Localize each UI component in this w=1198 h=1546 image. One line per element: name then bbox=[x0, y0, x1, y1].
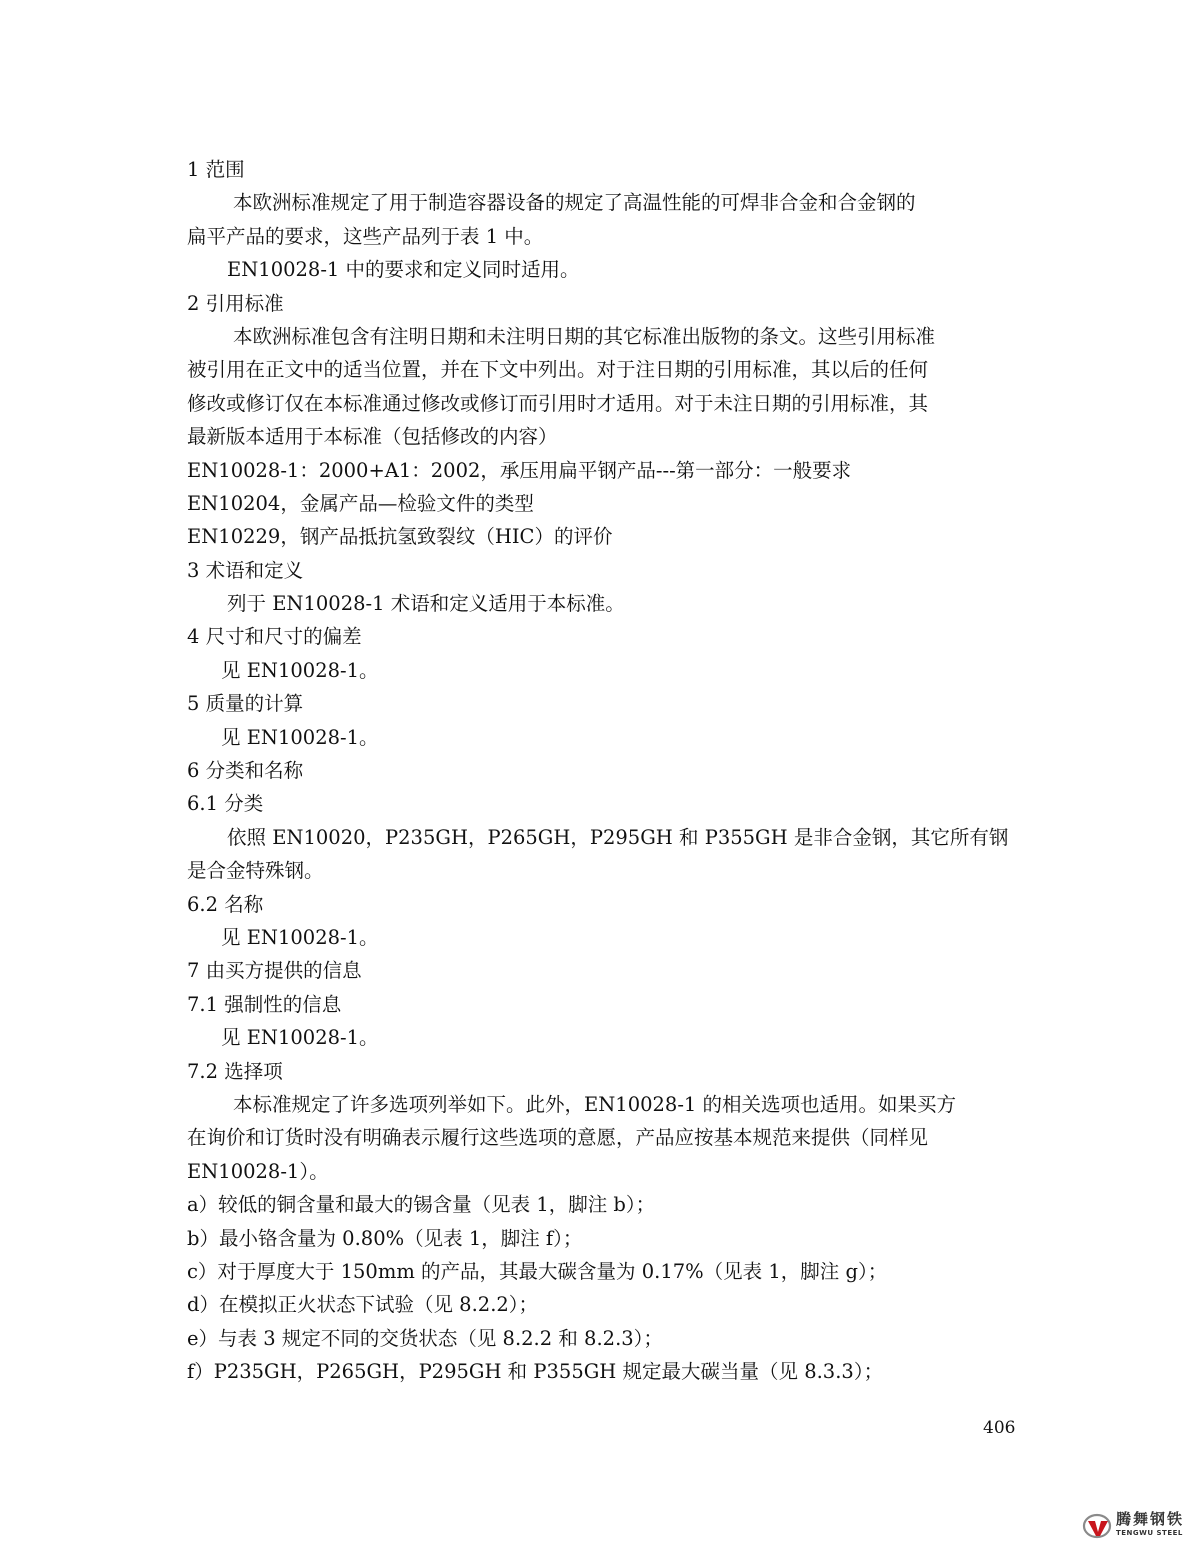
text-line: 见 EN10028-1。 bbox=[221, 725, 379, 749]
page-number: 406 bbox=[983, 1418, 1016, 1438]
text-line: 1 范围 bbox=[187, 158, 245, 181]
text-line: 4 尺寸和尺寸的偏差 bbox=[187, 625, 362, 649]
text-line: 本欧洲标准包含有注明日期和未注明日期的其它标准出版物的条文。这些引用标准 bbox=[233, 324, 936, 348]
text-line: 7 由买方提供的信息 bbox=[187, 959, 362, 983]
text-line: EN10229，钢产品抵抗氢致裂纹（HIC）的评价 bbox=[187, 525, 613, 549]
text-line: 是合金特殊钢。 bbox=[187, 859, 324, 883]
tengwu-logo-icon bbox=[1082, 1512, 1112, 1540]
text-line: 7.1 强制性的信息 bbox=[187, 992, 342, 1016]
text-line: 6.1 分类 bbox=[187, 792, 264, 816]
watermark-name-en: TENGWU STEEL bbox=[1116, 1529, 1183, 1537]
text-line: d）在模拟正火状态下试验（见 8.2.2）； bbox=[187, 1293, 539, 1317]
text-line: 2 引用标准 bbox=[187, 291, 284, 315]
text-line: 见 EN10028-1。 bbox=[221, 658, 379, 682]
text-line: c）对于厚度大于 150mm 的产品，其最大碳含量为 0.17%（见表 1，脚注 g）； bbox=[187, 1259, 888, 1283]
text-line: 最新版本适用于本标准（包括修改的内容） bbox=[187, 425, 558, 449]
watermark-logo bbox=[1082, 1510, 1192, 1542]
text-line: 依照 EN10020，P235GH，P265GH，P295GH 和 P355GH 是非合金钢，其它所有钢 bbox=[227, 825, 1009, 849]
text-line: EN10028-1：2000+A1：2002，承压用扁平钢产品---第一部分：一般要求 bbox=[187, 458, 852, 482]
text-line: f）P235GH，P265GH，P295GH 和 P355GH 规定最大碳当量（见 8.3.3）； bbox=[187, 1360, 884, 1384]
text-line: 列于 EN10028-1 术语和定义适用于本标准。 bbox=[227, 592, 625, 616]
text-line: 3 术语和定义 bbox=[187, 558, 304, 582]
text-line: a）较低的铜含量和最大的锡含量（见表 1，脚注 b）； bbox=[187, 1193, 656, 1217]
text-line: b）最小铬含量为 0.80%（见表 1，脚注 f）； bbox=[187, 1226, 583, 1250]
text-line: 本标准规定了许多选项列举如下。此外，EN10028-1 的相关选项也适用。如果买方 bbox=[233, 1092, 957, 1116]
text-line: 被引用在正文中的适当位置，并在下文中列出。对于注日期的引用标准，其以后的任何 bbox=[187, 358, 929, 382]
text-line: 在询价和订货时没有明确表示履行这些选项的意愿，产品应按基本规范来提供（同样见 bbox=[187, 1126, 929, 1150]
text-line: 6.2 名称 bbox=[187, 892, 264, 916]
text-line: 扁平产品的要求，这些产品列于表 1 中。 bbox=[187, 224, 544, 248]
document-body bbox=[187, 153, 1013, 1388]
text-line: 7.2 选择项 bbox=[187, 1059, 283, 1083]
watermark-name-cn: 腾舞钢铁 bbox=[1116, 1510, 1185, 1528]
text-line: EN10028-1）。 bbox=[187, 1159, 329, 1183]
text-line: 见 EN10028-1。 bbox=[221, 925, 379, 949]
text-line: 本欧洲标准规定了用于制造容器设备的规定了高温性能的可焊非合金和合金钢的 bbox=[233, 191, 916, 215]
text-line: 5 质量的计算 bbox=[187, 692, 304, 716]
text-line: EN10028-1 中的要求和定义同时适用。 bbox=[227, 258, 580, 282]
text-line: 见 EN10028-1。 bbox=[221, 1026, 379, 1050]
text-line: 6 分类和名称 bbox=[187, 759, 304, 783]
text-line: EN10204，金属产品—检验文件的类型 bbox=[187, 491, 534, 515]
text-line: e）与表 3 规定不同的交货状态（见 8.2.2 和 8.2.3）； bbox=[187, 1326, 663, 1350]
text-line: 修改或修订仅在本标准通过修改或修订而引用时才适用。对于未注日期的引用标准，其 bbox=[187, 391, 929, 415]
